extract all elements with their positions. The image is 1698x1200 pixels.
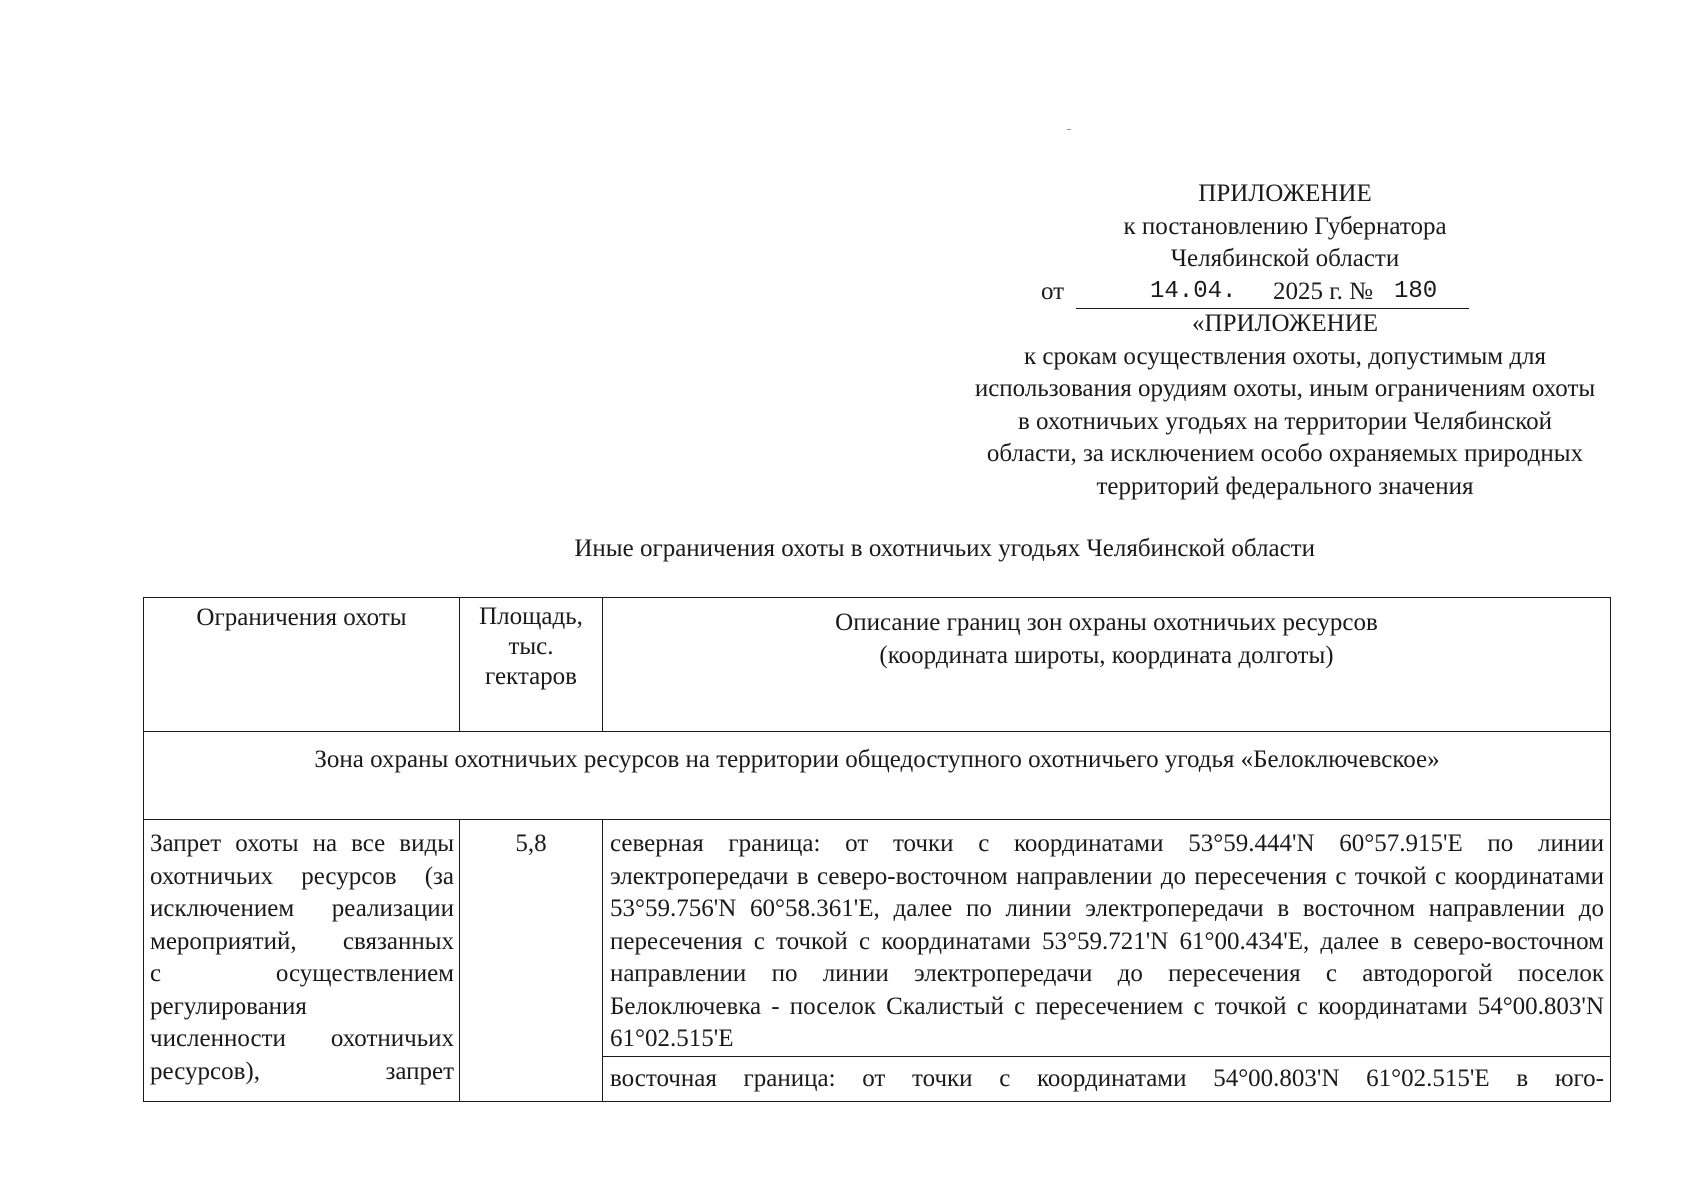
table-row (144, 820, 1611, 1057)
restriction-line: с осуществлением (150, 960, 454, 987)
restriction-line: исключением реализации (150, 895, 454, 922)
restriction-line: мероприятий, связанных (150, 927, 454, 955)
restriction-line: охотничьих ресурсов (за (150, 862, 454, 890)
north-boundary-cell (603, 820, 1611, 1057)
restriction-line: регулирования (150, 992, 307, 1020)
east-boundary-cell: восточная граница: от точки с координатами 54°00.803'N 61°02.515'E в юго- (603, 1056, 1611, 1101)
restriction-cell (144, 820, 460, 1102)
appendix-line-5: территорий федерального значения (1096, 472, 1474, 500)
appendix-heading: «ПРИЛОЖЕНИЕ (1192, 310, 1378, 337)
appendix-line-2: использования орудиям охоты, иным ограничениям охоты (974, 375, 1596, 402)
header-area-line-3: гектаров (485, 663, 577, 690)
scan-speck (1067, 129, 1071, 130)
approval-number: 180 (1394, 277, 1438, 305)
header-description (603, 598, 1611, 732)
approval-line-region: Челябинской области (1170, 245, 1400, 272)
approval-block (890, 178, 1680, 503)
zone-row (144, 732, 1611, 820)
restriction-line: ресурсов), запрет (150, 1057, 454, 1085)
header-description-line-1: Описание границ зон охраны охотничьих ресурсов (835, 609, 1378, 636)
header-area-line-2: тыс. (508, 633, 554, 660)
approval-year: 2025 г. № (1273, 277, 1374, 305)
zone-title: Зона охраны охотничьих ресурсов на территории общедоступного охотничьего угодья «Белоключевское» (144, 732, 1611, 820)
appendix-line-1: к срокам осуществления охоты, допустимым для (1023, 342, 1547, 370)
approval-heading: ПРИЛОЖЕНИЕ (1198, 180, 1372, 207)
document-title: Иные ограничения охоты в охотничьих угодьях Челябинской области (574, 535, 1315, 562)
date-prefix: от (1041, 277, 1065, 305)
header-area-line-1: Площадь, (479, 603, 583, 630)
restrictions-table (143, 597, 1611, 1102)
header-restrictions: Ограничения охоты (144, 598, 460, 732)
appendix-line-3: в охотничьих угодьях на территории Челябинской (1017, 407, 1553, 435)
appendix-line-4: области, за исключением особо охраняемых природных (986, 440, 1584, 467)
header-description-line-2: (координата широты, координата долготы) (879, 642, 1334, 669)
date-underline (1076, 276, 1469, 309)
table-header-row (144, 598, 1611, 732)
approval-date: 14.04. (1150, 277, 1237, 305)
header-area (460, 598, 603, 732)
approval-line-resolution: к постановлению Губернатора (1123, 212, 1447, 240)
restriction-line: Запрет охоты на все виды (150, 830, 454, 857)
approval-date-line (890, 276, 1680, 309)
north-boundary-text: северная граница: от точки с координатами 53°59.444'N 60°57.915'E по линии электропередачи в северо-восточном направлении до пересечения с точкой с координатами 53°59.756'N 60°58.361'E, далее по линии электропередачи в восточном направлении до пересечения с точкой с координатами 53°59.721'N 61°00.434'E, далее в северо-восточном направлении по линии электропередачи до пересечения с автодорогой поселок Белоключевка - поселок Скалистый с пересечением с точкой с координатами 54°00.803'N 61°02.515'E (610, 830, 1604, 1052)
area-cell: 5,8 (460, 820, 603, 1102)
restriction-line: численности охотничьих (150, 1025, 454, 1052)
